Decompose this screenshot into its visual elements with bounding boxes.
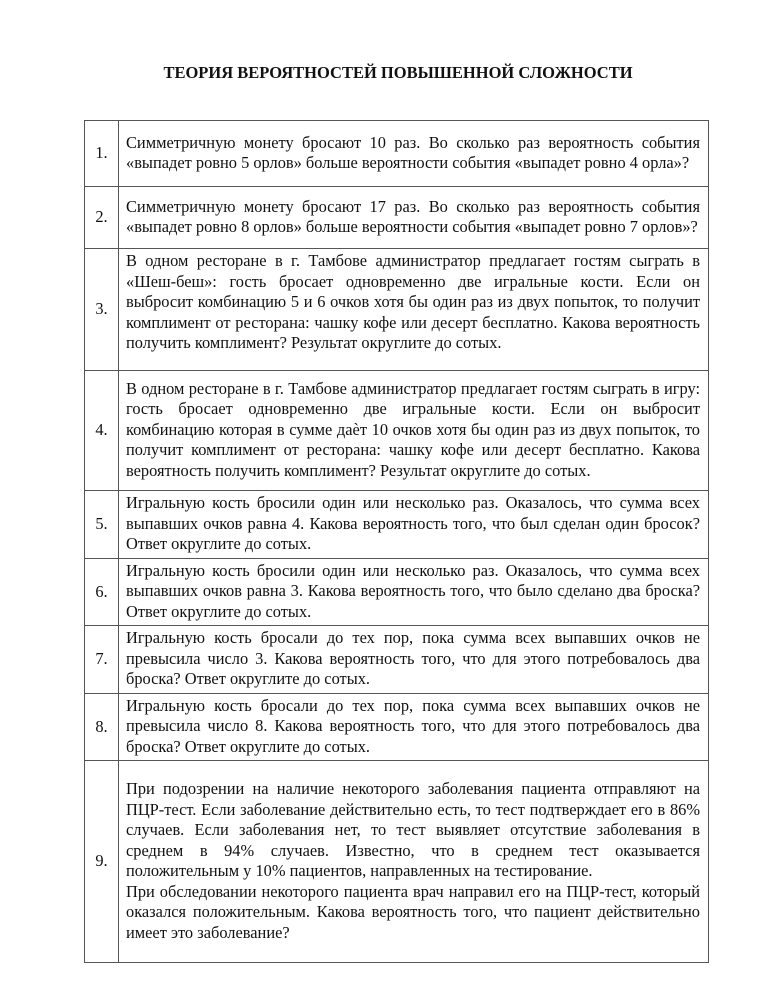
- task-paragraph: При подозрении на наличие некоторого заболевания пациента отправляют на ПЦР-тест. Если заболевание действительно есть, то тест подтверждает его в 86% случаев. Если заболевания нет, то тест выявляет отсутствие заболевания в среднем в 94% случаев. Известно, что в среднем тест оказывается положительным у 10% пациентов, направленных на тестирование.: [126, 779, 700, 880]
- task-number: 7.: [85, 626, 119, 694]
- task-text: В одном ресторане в г. Тамбове администратор предлагает гостям сыграть в игру: гость бросает одновременно две игральные кости. Если он выбросит комбинацию которая в сумме даѐт 10 очков хотя бы один раз из двух попыток, то получит комплимент от ресторана: чашку кофе или десерт бесплатно. Какова вероятность получить комплимент? Результат округлите до сотых.: [119, 371, 709, 491]
- task-text: Симметричную монету бросают 10 раз. Во сколько раз вероятность события «выпадет ровно 5 орлов» больше вероятности события «выпадет ровно 4 орла»?: [119, 121, 709, 187]
- task-number: 6.: [85, 558, 119, 626]
- task-text: Игральную кость бросили один или несколько раз. Оказалось, что сумма всех выпавших очков равна 3. Какова вероятность того, что было сделано два броска? Ответ округлите до сотых.: [119, 558, 709, 626]
- task-row: [85, 187, 709, 249]
- task-text: Игральную кость бросили один или несколько раз. Оказалось, что сумма всех выпавших очков равна 4. Какова вероятность того, что был сделан один бросок? Ответ округлите до сотых.: [119, 491, 709, 559]
- task-number: 4.: [85, 371, 119, 491]
- task-number: 8.: [85, 693, 119, 761]
- task-number: 2.: [85, 187, 119, 249]
- task-row: [85, 626, 709, 694]
- task-number: 9.: [85, 761, 119, 963]
- task-text: Игральную кость бросали до тех пор, пока сумма всех выпавших очков не превысила число 8. Какова вероятность того, что для этого потребовалось два броска? Ответ округлите до сотых.: [119, 693, 709, 761]
- task-text: В одном ресторане в г. Тамбове администратор предлагает гостям сыграть в «Шеш-беш»: гость бросает одновременно две игральные кости. Если он выбросит комбинацию 5 и 6 очков хотя бы один раз из двух попыток, то получит комплимент от ресторана: чашку кофе или десерт бесплатно. Какова вероятность получить комплимент? Результат округлите до сотых.: [119, 249, 709, 371]
- task-number: 3.: [85, 249, 119, 371]
- task-row: [85, 558, 709, 626]
- task-row: [85, 761, 709, 963]
- task-row: [85, 371, 709, 491]
- task-row: [85, 249, 709, 371]
- task-number: 5.: [85, 491, 119, 559]
- tasks-table: [84, 120, 709, 963]
- task-number: 1.: [85, 121, 119, 187]
- task-row: [85, 491, 709, 559]
- task-text: [119, 761, 709, 963]
- page-title: ТЕОРИЯ ВЕРОЯТНОСТЕЙ ПОВЫШЕННОЙ СЛОЖНОСТИ: [163, 63, 633, 82]
- task-row: [85, 693, 709, 761]
- task-row: [85, 121, 709, 187]
- task-text: Игральную кость бросали до тех пор, пока сумма всех выпавших очков не превысила число 3. Какова вероятность того, что для этого потребовалось два броска? Ответ округлите до сотых.: [119, 626, 709, 694]
- task-text: Симметричную монету бросают 17 раз. Во сколько раз вероятность события «выпадет ровно 8 орлов» больше вероятности события «выпадет ровно 7 орлов»?: [119, 187, 709, 249]
- task-paragraph: При обследовании некоторого пациента врач направил его на ПЦР-тест, который оказался положительным. Какова вероятность того, что пациент действительно имеет это заболевание?: [126, 881, 700, 942]
